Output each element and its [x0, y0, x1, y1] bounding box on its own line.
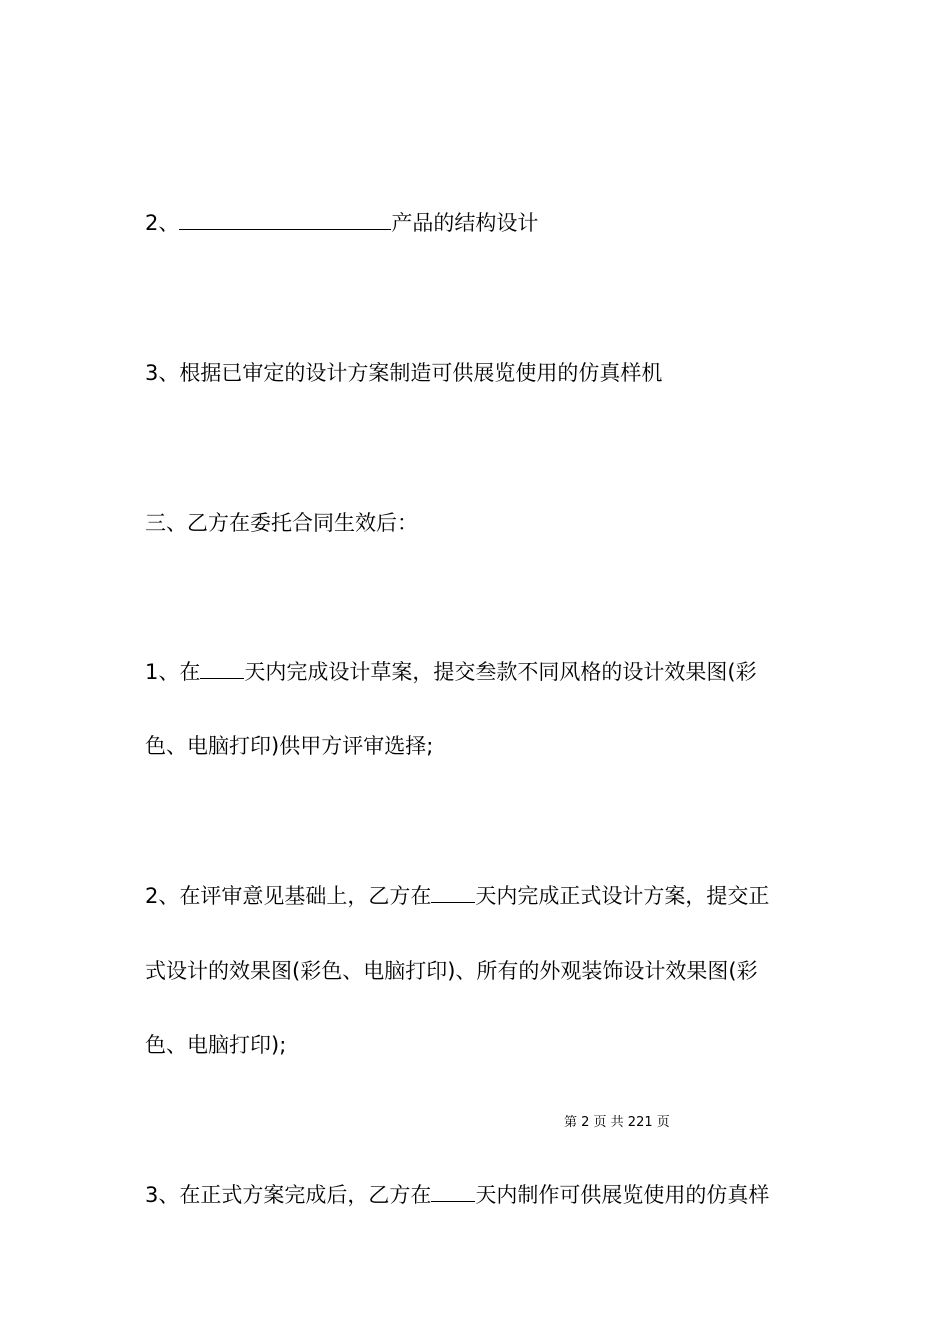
- item-1-draft-line-1: [145, 657, 757, 687]
- clause-prefix: 1、在: [145, 660, 201, 684]
- item-2-formal-line-3: 色、电脑打印);: [145, 1033, 287, 1057]
- clause-prefix: 3、在正式方案完成后，乙方在: [145, 1183, 432, 1207]
- clause-2-structure-design: [145, 208, 538, 238]
- clause-prefix: 2、在评审意见基础上，乙方在: [145, 884, 432, 908]
- fill-in-blank-product: [179, 209, 391, 230]
- clause-text: 产品的结构设计: [391, 211, 539, 235]
- clause-text: 天内完成正式设计方案，提交正: [475, 884, 770, 908]
- page-number-footer: 第 2 页 共 221 页: [564, 1115, 670, 1130]
- item-1-draft-line-2: 色、电脑打印)供甲方评审选择;: [145, 734, 434, 758]
- section-3-heading: 三、乙方在委托合同生效后：: [145, 511, 418, 535]
- fill-in-blank-days: [200, 658, 244, 679]
- item-3-prototype-line-1: [145, 1180, 769, 1210]
- clause-text: 天内制作可供展览使用的仿真样: [475, 1183, 770, 1207]
- fill-in-blank-days: [431, 882, 475, 903]
- clause-text: 天内完成设计草案，提交叁款不同风格的设计效果图(彩: [244, 660, 757, 684]
- fill-in-blank-days: [431, 1181, 475, 1202]
- item-2-formal-line-2: 式设计的效果图(彩色、电脑打印)、所有的外观装饰设计效果图(彩: [145, 959, 758, 983]
- item-2-formal-line-1: [145, 881, 769, 911]
- clause-prefix: 2、: [145, 211, 180, 235]
- clause-3-prototype: 3、根据已审定的设计方案制造可供展览使用的仿真样机: [145, 361, 663, 385]
